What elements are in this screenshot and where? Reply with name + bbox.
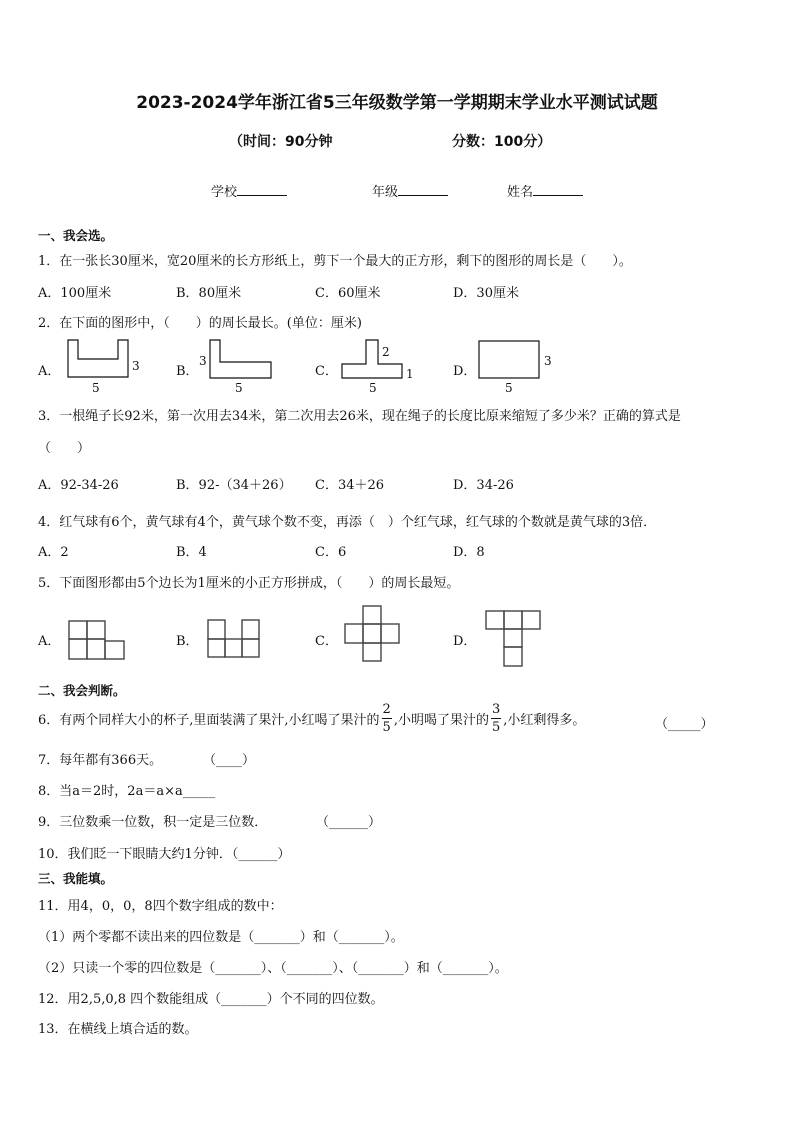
q2-option-d[interactable]: D． <box>453 364 477 379</box>
q2-figure-c-height-top: 2 <box>382 345 390 359</box>
section-2-heading: 二、我会判断。 <box>38 683 126 698</box>
question-11: 11．用4，0，0，8四个数字组成的数中： <box>38 899 283 914</box>
q6-text-post: ,小红剩得多。 <box>503 713 586 728</box>
question-5: 5．下面图形都由5个边长为1厘米的小正方形拼成，（ ）的周长最短。 <box>38 576 460 591</box>
question-6 <box>38 703 585 734</box>
q2-figure-b-width: 5 <box>235 381 243 395</box>
q5-figure-c <box>345 605 405 663</box>
q2-figure-c <box>336 338 426 382</box>
q6-text-pre: 6．有两个同样大小的杯子,里面装满了果汁,小红喝了果汁的 <box>38 713 380 728</box>
q2-option-c[interactable]: C． <box>315 364 338 379</box>
grade-blank[interactable] <box>398 183 448 196</box>
name-label: 姓名 <box>507 185 534 200</box>
q6-fraction-1 <box>382 703 392 734</box>
q5-figure-d <box>486 610 546 668</box>
exam-time: （时间：90分钟 <box>229 134 333 150</box>
q1-option-a[interactable]: A．100厘米 <box>38 286 112 301</box>
q6-fraction-2-denominator: 5 <box>491 720 501 735</box>
question-10[interactable]: 10．我们眨一下眼睛大约1分钟．（______） <box>38 847 291 862</box>
question-12[interactable]: 12．用2,5,0,8 四个数能组成（_______）个不同的四位数。 <box>38 992 384 1007</box>
exam-score: 分数：100分） <box>452 134 552 150</box>
q6-fraction-2-numerator: 3 <box>491 702 501 717</box>
q3-option-a[interactable]: A．92-34-26 <box>38 478 119 493</box>
question-9: 9．三位数乘一位数，积一定是三位数． <box>38 815 268 830</box>
question-8[interactable]: 8．当a＝2时，2a＝a×a_____ <box>38 784 216 799</box>
q6-fraction-1-numerator: 2 <box>382 702 391 717</box>
q2-option-a[interactable]: A． <box>38 364 61 379</box>
q4-option-a[interactable]: A．2 <box>38 545 69 560</box>
q4-option-c[interactable]: C．6 <box>315 545 347 560</box>
q2-figure-b <box>196 338 286 382</box>
q5-option-c[interactable]: C． <box>315 634 338 649</box>
school-field[interactable] <box>211 181 287 200</box>
q2-option-b[interactable]: B． <box>176 364 199 379</box>
question-13: 13．在横线上填合适的数。 <box>38 1022 198 1037</box>
question-1: 1．在一张长30厘米，宽20厘米的长方形纸上，剪下一个最大的正方形，剩下的图形的周长是（ ）。 <box>38 254 632 269</box>
grade-label: 年级 <box>372 185 399 200</box>
q3-option-d[interactable]: D．34-26 <box>453 478 514 493</box>
q6-text-mid: ,小明喝了果汁的 <box>393 713 489 728</box>
q1-option-b[interactable]: B．80厘米 <box>176 286 242 301</box>
page-title: 2023-2024学年浙江省5三年级数学第一学期期末学业水平测试试题 <box>136 93 658 113</box>
q3-option-c[interactable]: C．34＋26 <box>315 478 385 493</box>
q2-figure-c-width: 5 <box>369 381 377 395</box>
school-blank[interactable] <box>237 183 287 196</box>
name-field[interactable] <box>507 181 583 200</box>
q6-fraction-1-denominator: 5 <box>382 720 391 735</box>
q2-figure-a-height: 3 <box>132 359 140 373</box>
q4-option-b[interactable]: B．4 <box>176 545 207 560</box>
q6-answer-blank[interactable]: （_____） <box>655 717 714 732</box>
q2-figure-d-height: 3 <box>544 354 552 368</box>
q1-option-c[interactable]: C．60厘米 <box>315 286 381 301</box>
q2-figure-d-width: 5 <box>505 381 513 395</box>
q7-answer-blank[interactable]: （____） <box>203 753 256 768</box>
section-1-heading: 一、我会选。 <box>38 228 114 243</box>
school-label: 学校 <box>211 185 238 200</box>
q2-figure-a <box>60 338 150 372</box>
q5-option-a[interactable]: A． <box>38 634 61 649</box>
q4-option-d[interactable]: D．8 <box>453 545 485 560</box>
question-11-part-1[interactable]: （1）两个零都不读出来的四位数是（_______）和（_______）。 <box>38 930 404 945</box>
question-4: 4．红气球有6个，黄气球有4个，黄气球个数不变，再添（ ）个红气球，红气球的个数就是黄气球的3倍． <box>38 515 657 530</box>
name-blank[interactable] <box>533 183 583 196</box>
question-11-part-2[interactable]: （2）只读一个零的四位数是（_______）、（_______）、（_______）和（_______）。 <box>38 961 508 976</box>
q2-figure-a-width: 5 <box>92 381 100 395</box>
q1-option-d[interactable]: D．30厘米 <box>453 286 519 301</box>
q2-figure-d <box>476 338 566 382</box>
q9-answer-blank[interactable]: （______） <box>316 815 382 830</box>
q5-option-d[interactable]: D． <box>453 634 477 649</box>
question-3-line-2: （ ） <box>38 441 91 456</box>
question-7: 7．每年都有366天。 <box>38 753 163 768</box>
q5-figure-b <box>208 619 268 661</box>
q6-fraction-2 <box>491 703 501 734</box>
grade-field[interactable] <box>372 181 448 200</box>
q5-figure-a <box>69 620 129 662</box>
q2-figure-c-height-side: 1 <box>406 367 414 381</box>
section-3-heading: 三、我能填。 <box>38 871 114 886</box>
q3-option-b[interactable]: B．92-（34＋26） <box>176 478 292 493</box>
q5-option-b[interactable]: B． <box>176 634 199 649</box>
question-3-line-1: 3．一根绳子长92米，第一次用去34米，第二次用去26米，现在绳子的长度比原来缩短了多少米？正确的算式是 <box>38 409 681 424</box>
q2-figure-b-height: 3 <box>199 354 207 368</box>
question-2: 2．在下面的图形中，（ ）的周长最长。(单位：厘米) <box>38 316 362 331</box>
